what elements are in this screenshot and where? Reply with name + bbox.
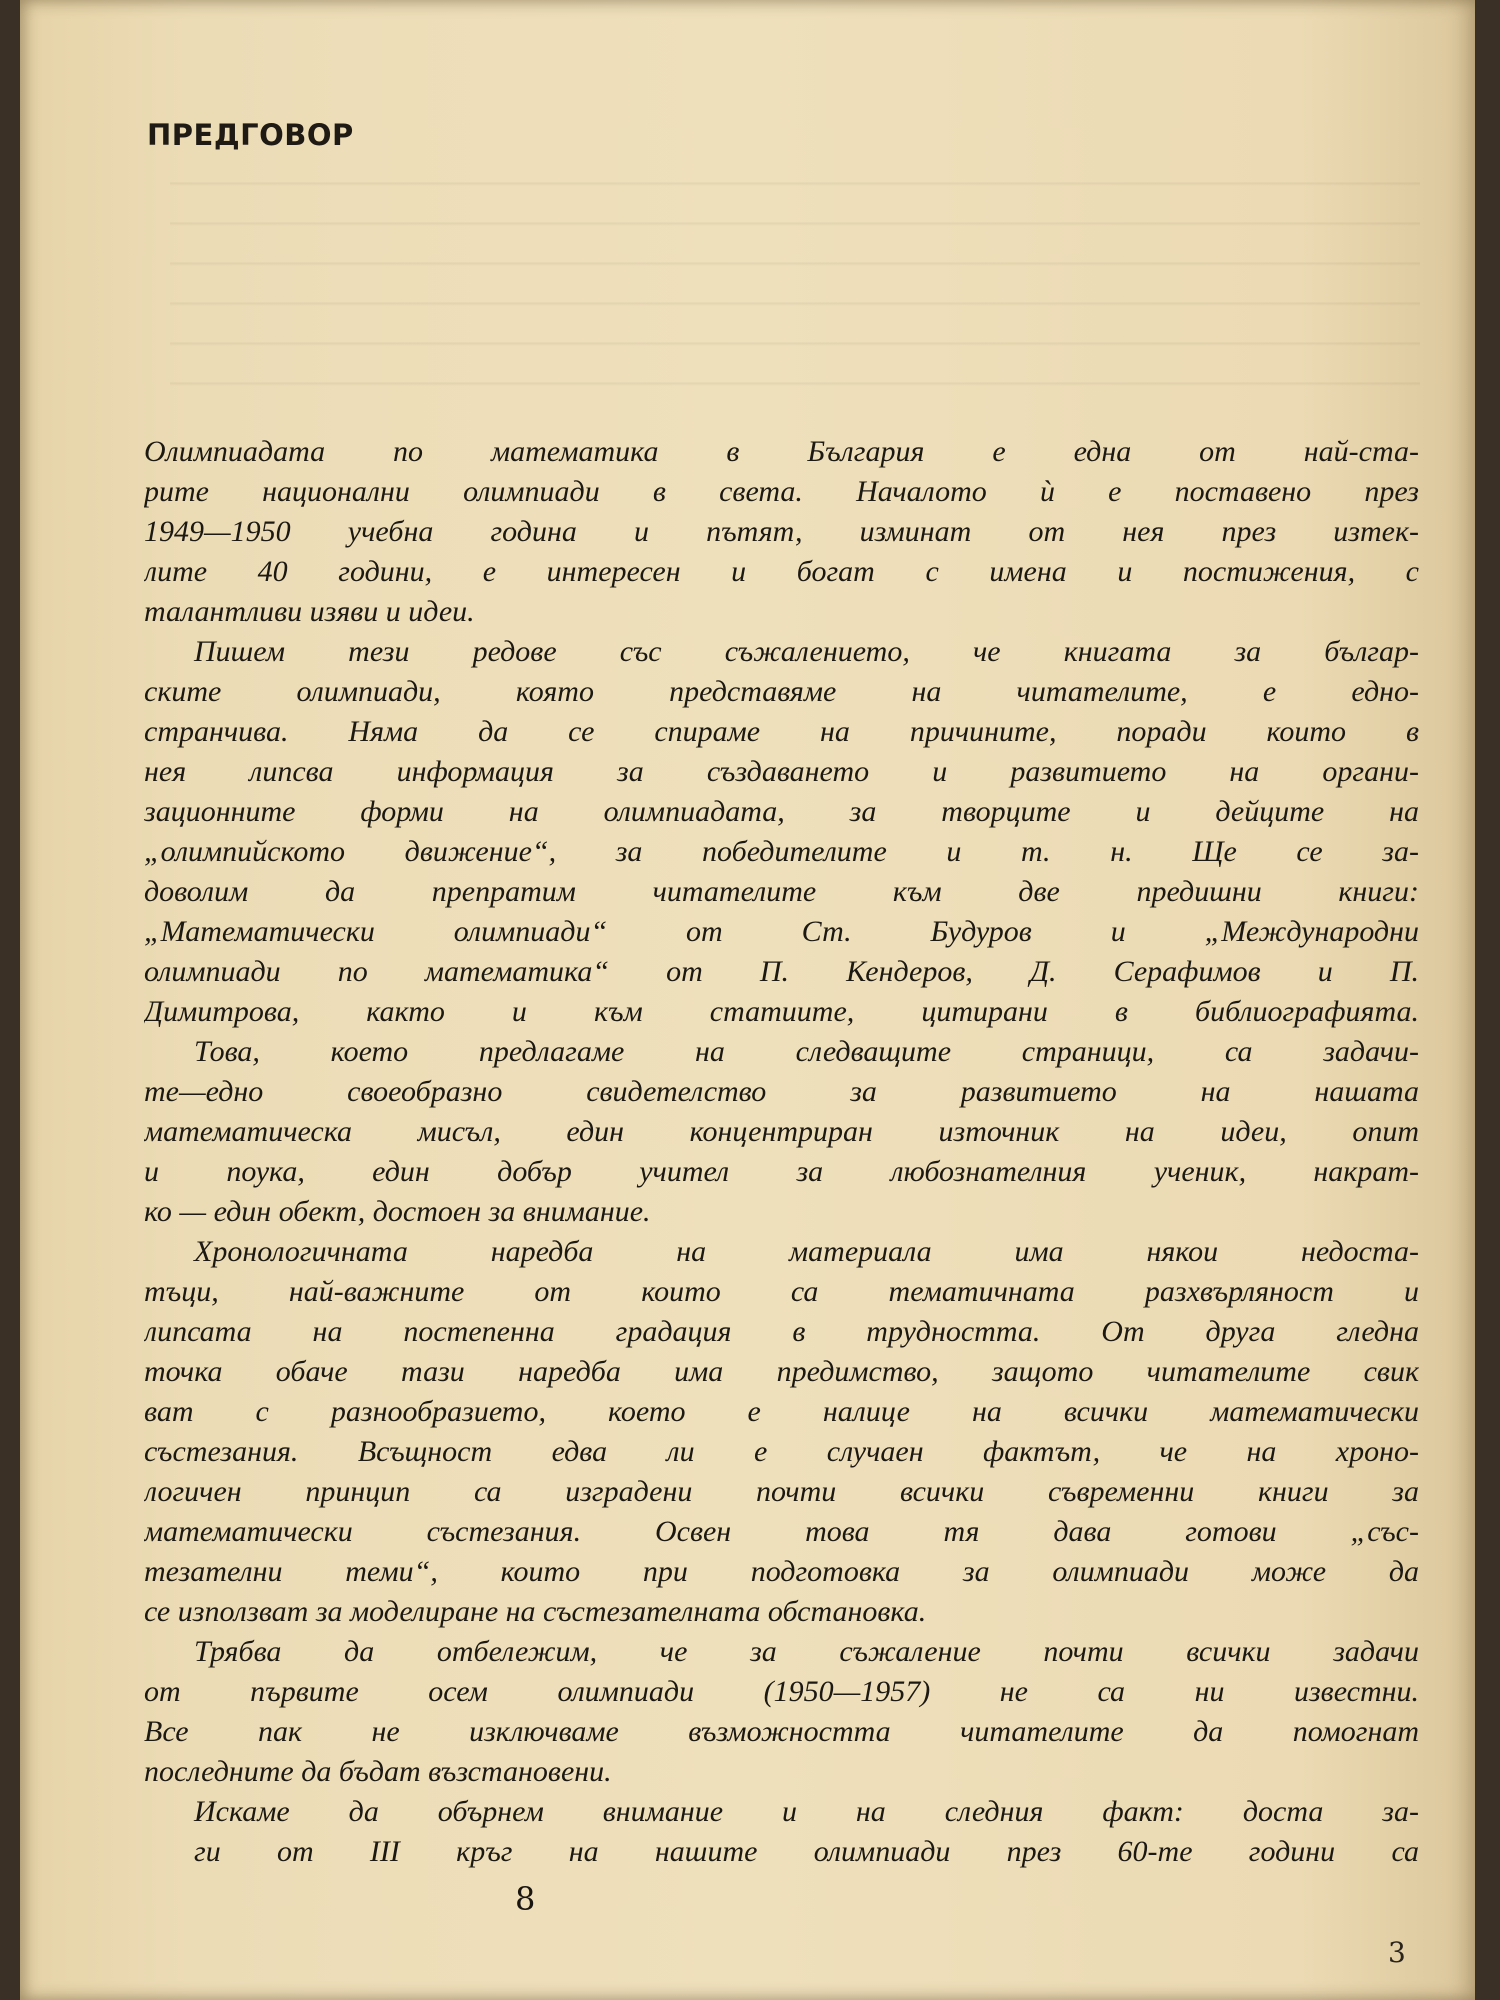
text-line: от първите осем олимпиади (1950—1957) не са ни известни.	[144, 1675, 1419, 1708]
text-line: зационните форми на олимпиадата, за творците и дейците на	[144, 795, 1419, 828]
text-line: математически състезания. Освен това тя дава готови „със-	[144, 1515, 1419, 1548]
text-line: ги от III кръг на нашите олимпиади през 60-те години са	[194, 1835, 1419, 1868]
text-line: състезания. Всъщност едва ли е случаен фактът, че на хроно-	[144, 1435, 1419, 1468]
text-line: рите национални олимпиади в света. Началото ѝ е поставено през	[144, 475, 1419, 508]
text-line: ко — един обект, достоен за внимание.	[144, 1195, 651, 1228]
text-line: „Математически олимпиади“ от Ст. Будуров и „Международни	[144, 915, 1419, 948]
text-line: талантливи изяви и идеи.	[144, 595, 475, 628]
text-line: точка обаче тази наредба има предимство, защото читателите свик	[144, 1355, 1419, 1388]
handwritten-mark: 8	[515, 1880, 536, 1918]
text-line: Олимпиадата по математика в България е една от най-ста-	[144, 435, 1419, 468]
text-line: Трябва да отбележим, че за съжаление почти всички задачи	[194, 1635, 1419, 1668]
book-page	[20, 0, 1475, 2000]
page-number: 3	[1388, 1936, 1406, 1969]
text-line: Хронологичната наредба на материала има някои недоста-	[194, 1235, 1419, 1268]
text-line: Това, което предлагаме на следващите страници, са задачи-	[194, 1035, 1419, 1068]
bleed-through-shadow	[170, 160, 1420, 420]
text-line: се използват за моделиране на състезателната обстановка.	[144, 1595, 927, 1628]
text-line: Пишем тези редове със съжалението, че книгата за българ-	[194, 635, 1419, 668]
text-line: логичен принцип са изградени почти всички съвременни книги за	[144, 1475, 1419, 1508]
text-line: доволим да препратим читателите към две предишни книги:	[144, 875, 1419, 908]
text-line: ските олимпиади, която представяме на читателите, е едно-	[144, 675, 1419, 708]
text-line: Все пак не изключваме възможността читателите да помогнат	[144, 1715, 1419, 1748]
text-line: олимпиади по математика“ от П. Кендеров, Д. Серафимов и П.	[144, 955, 1419, 988]
text-line: тезателни теми“, които при подготовка за олимпиади може да	[144, 1555, 1419, 1588]
text-line: нея липсва информация за създаването и развитието на органи-	[144, 755, 1419, 788]
text-line: 1949—1950 учебна година и пътят, изминат от нея през изтек-	[144, 515, 1419, 548]
text-line: те—едно своеобразно свидетелство за развитието на нашата	[144, 1075, 1419, 1108]
text-line: ват с разнообразието, което е налице на всички математически	[144, 1395, 1419, 1428]
text-line: лите 40 години, е интересен и богат с имена и постижения, с	[144, 555, 1419, 588]
text-line: тъци, най-важните от които са тематичната разхвърляност и	[144, 1275, 1419, 1308]
text-line: и поука, един добър учител за любознателния ученик, накрат-	[144, 1155, 1419, 1188]
text-line: последните да бъдат възстановени.	[144, 1755, 612, 1788]
text-line: „олимпийското движение“, за победителите и т. н. Ще се за-	[144, 835, 1419, 868]
page-title: ПРЕДГОВОР	[147, 118, 354, 152]
text-line: странчива. Няма да се спираме на причините, поради които в	[144, 715, 1419, 748]
preface-body	[144, 432, 1419, 1872]
text-line: липсата на постепенна градация в трудността. От друга гледна	[144, 1315, 1419, 1348]
text-line: Димитрова, както и към статиите, цитирани в библиографията.	[144, 995, 1419, 1028]
text-line: Искаме да обърнем внимание и на следния факт: доста за-	[194, 1795, 1419, 1828]
text-line: математическа мисъл, един концентриран източник на идеи, опит	[144, 1115, 1419, 1148]
